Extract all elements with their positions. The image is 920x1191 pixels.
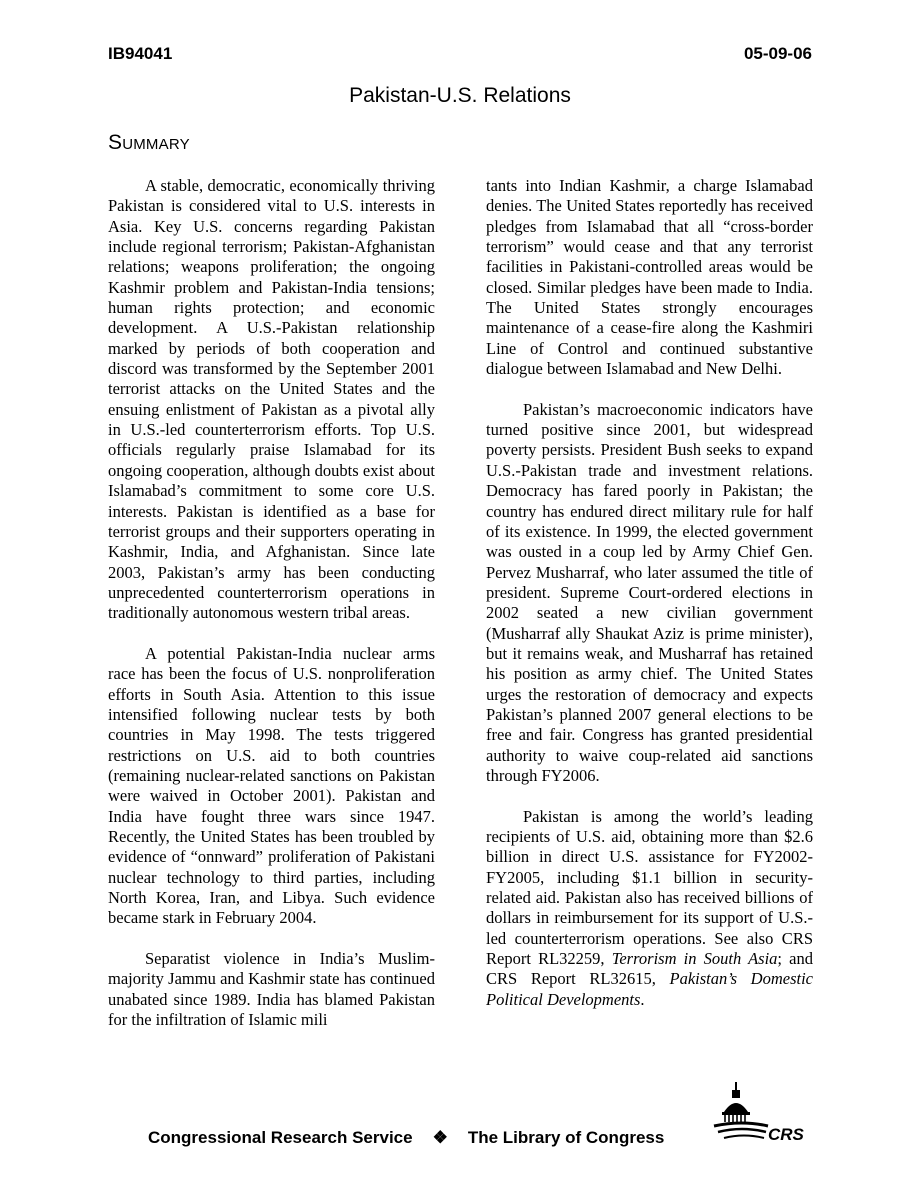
- paragraph-continuation: tants into Indian Kashmir, a charge Islamabad denies. The United States reportedly has received pledges from Islamabad that all “cross-border terrorism” would cease and that any terrorist facilities in Pakistani-controlled areas would be closed. Similar pledges have been made to India. The United States strongly encourages maintenance of a cease-fire along the Kashmiri Line of Control and continued substantive dialogue between Islamabad and New Delhi.: [486, 176, 813, 379]
- paragraph-text: .: [640, 989, 645, 1009]
- paragraph-text: ; and CRS Report RL32615,: [486, 949, 813, 989]
- report-title-reference: Pakistan’s Domestic Political Developments: [486, 969, 813, 1009]
- right-column: [486, 176, 813, 1010]
- paragraph: Separatist violence in India’s Muslim-majority Jammu and Kashmir state has continued unabated since 1989. India has blamed Pakistan for the infiltration of Islamic mili: [108, 949, 435, 1030]
- report-id: IB94041: [108, 44, 173, 63]
- page-title: Pakistan-U.S. Relations: [349, 84, 571, 107]
- paragraph: Pakistan’s macroeconomic indicators have turned positive since 2001, but widespread poverty persists. President Bush seeks to expand U.S.-Pakistan trade and investment relations. Democracy has fared poorly in Pakistan; the country has endured direct military rule for half of its existence. In 1999, the elected government was ousted in a coup led by Army Chief Gen. Pervez Musharraf, who later assumed the title of president. Supreme Court-ordered elections in 2002 seated a new civilian government (Musharraf ally Shaukat Aziz is prime minister), but it remains weak, and Musharraf has retained his position as army chief. The United States urges the restoration of democracy and expects Pakistan’s planned 2007 general elections to be free and fair. Congress has granted presidential authority to waive coup-related aid sanctions through FY2006.: [486, 399, 813, 785]
- paragraph-text: Pakistan is among the world’s leading recipients of U.S. aid, obtaining more than $2.6 billion in direct U.S. assistance for FY2002-FY2005, including $1.1 billion in security-related aid. Pakistan also has received billions of dollars in reimbursement for its support of U.S.-led counterterrorism operations. See also CRS Report RL32259,: [486, 806, 813, 969]
- footer-crs-label: Congressional Research Service: [148, 1128, 413, 1147]
- report-title-reference: Terrorism in South Asia: [611, 949, 778, 969]
- paragraph: A stable, democratic, economically thriving Pakistan is considered vital to U.S. interests in Asia. Key U.S. concerns regarding Pakistan include regional terrorism; Pakistan-Afghanistan relations; weapons proliferation; the ongoing Kashmir problem and Pakistan-India tensions; human rights protection; and economic development. A U.S.-Pakistan relationship marked by periods of both cooperation and discord was transformed by the September 2001 terrorist attacks on the United States and the ensuing enlistment of Pakistan as a pivotal ally in U.S.-led counterterrorism efforts. Top U.S. officials regularly praise Islamabad for its ongoing cooperation, although doubts exist about Islamabad’s commitment to some core U.S. interests. Pakistan is identified as a base for terrorist groups and their supporters operating in Kashmir, India, and Afghanistan. Since late 2003, Pakistan’s army has been conducting unprecedented counterterrorism operations in traditionally autonomous western tribal areas.: [108, 176, 435, 623]
- report-date: 05-09-06: [743, 44, 812, 63]
- footer-loc-label: The Library of Congress: [467, 1128, 665, 1147]
- crs-capitol-logo-icon: [712, 1080, 812, 1150]
- crs-logo-text: CRS: [768, 1125, 804, 1144]
- footer: [148, 1128, 664, 1148]
- left-column: [108, 176, 435, 1030]
- footer-separator-icon: ❖: [432, 1128, 448, 1147]
- paragraph: [486, 807, 813, 1010]
- section-heading: Summary: [108, 131, 190, 154]
- paragraph: A potential Pakistan-India nuclear arms race has been the focus of U.S. nonproliferation efforts in South Asia. Attention to this issue intensified following nuclear tests by both countries in May 1998. The tests triggered restrictions on U.S. aid to both countries (remaining nuclear-related sanctions on Pakistan were waived in October 2001). Pakistan and India have fought three wars since 1947. Recently, the United States has been troubled by evidence of “onnward” proliferation of Pakistani nuclear technology to third parties, including North Korea, Iran, and Libya. Such evidence became stark in February 2004.: [108, 643, 435, 928]
